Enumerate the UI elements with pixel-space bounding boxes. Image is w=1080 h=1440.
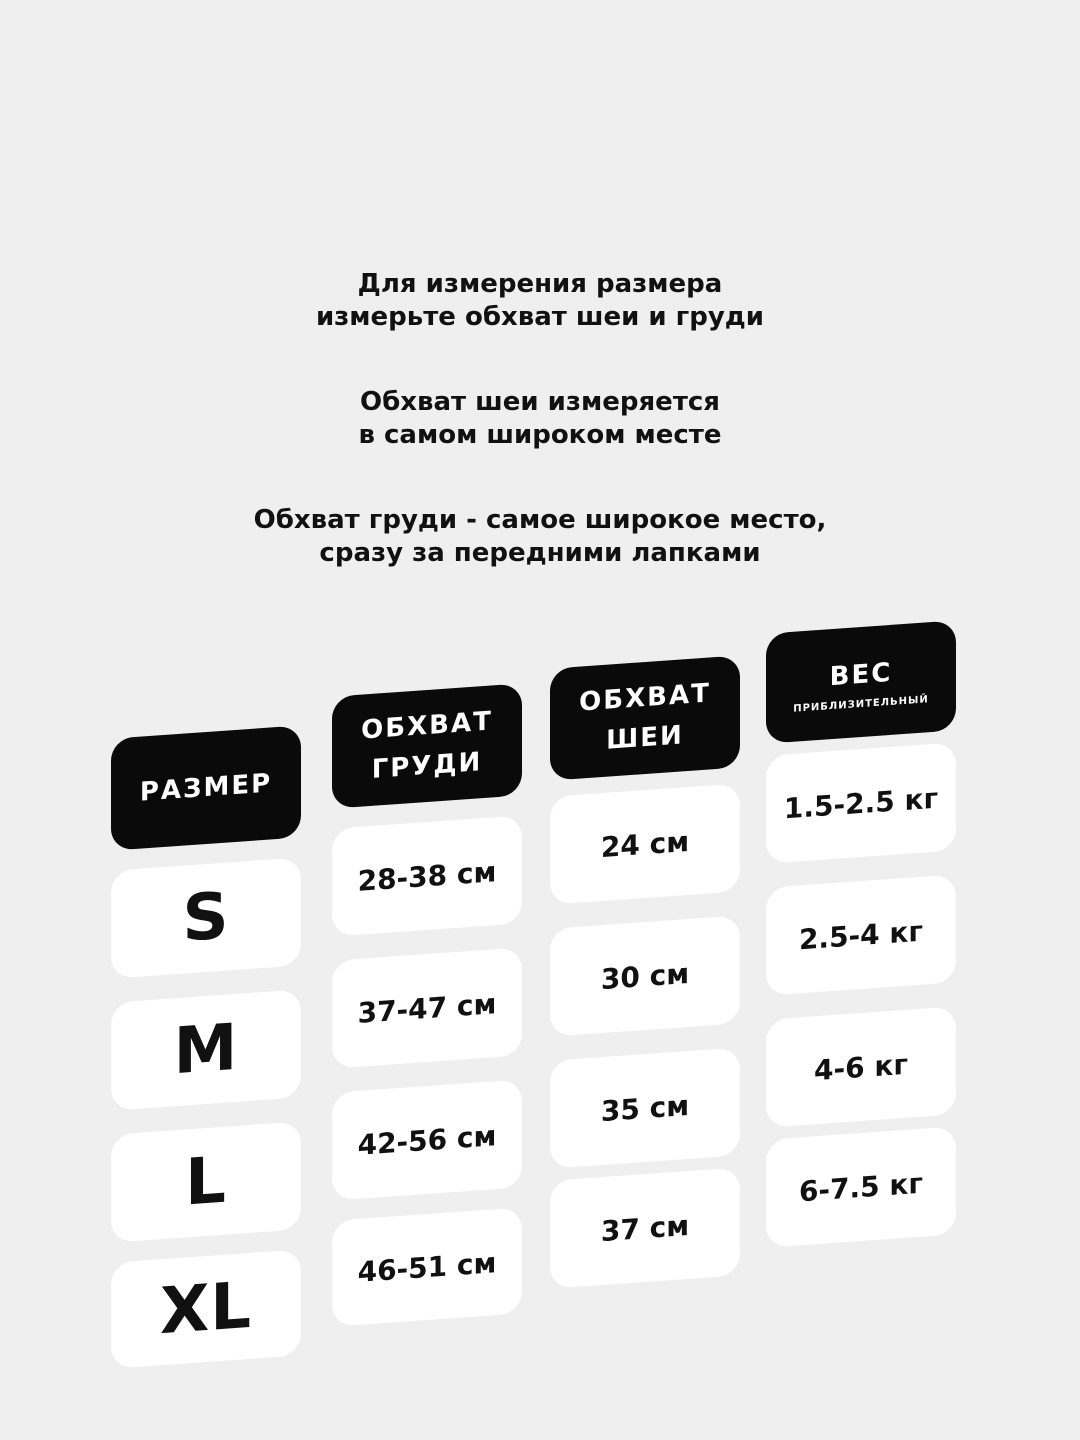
weight-header [766, 620, 956, 743]
weight-cell-s: 1.5-2.5 кг [766, 742, 956, 863]
neck-cell-s: 24 см [550, 783, 740, 904]
weight-cell-l: 4-6 кг [766, 1006, 956, 1127]
size-cell-xl: XL [111, 1249, 301, 1368]
instruction-measure: Для измерения размера измерьте обхват шеи и груди [315, 269, 765, 332]
chest-cell-s: 28-38 см [332, 815, 522, 936]
size-cell-m: M [111, 989, 301, 1110]
neck-column [550, 655, 740, 1288]
chest-header-label: ОБХВАТ ГРУДИ [361, 706, 493, 785]
weight-cell-m: 2.5-4 кг [766, 874, 956, 995]
size-cell-s: S [111, 857, 301, 978]
weight-header-label: ВЕС [829, 657, 893, 692]
neck-header [550, 655, 740, 780]
chest-header [332, 683, 522, 808]
size-column [111, 725, 301, 1368]
chest-column [332, 683, 522, 1326]
weight-column [766, 620, 956, 1253]
neck-header-label: ОБХВАТ ШЕИ [579, 678, 711, 756]
instruction-chest: Обхват груди - самое широкое место, сразу за передними лапками [253, 505, 827, 568]
size-header [111, 725, 301, 850]
size-cell-l: L [111, 1121, 301, 1242]
chest-cell-m: 37-47 см [332, 947, 522, 1068]
chest-cell-xl: 46-51 см [332, 1207, 522, 1326]
weight-header-note: ПРИБЛИЗИТЕЛЬНЫЙ [793, 693, 929, 715]
size-header-label: РАЗМЕР [139, 768, 273, 808]
neck-cell-xl: 37 см [550, 1167, 740, 1288]
instructions [0, 268, 1080, 622]
neck-cell-m: 30 см [550, 915, 740, 1036]
weight-cell-xl: 6-7.5 кг [766, 1126, 956, 1247]
chest-cell-l: 42-56 см [332, 1079, 522, 1200]
neck-cell-l: 35 см [550, 1047, 740, 1168]
instruction-neck: Обхват шеи измеряется в самом широком месте [358, 387, 722, 450]
